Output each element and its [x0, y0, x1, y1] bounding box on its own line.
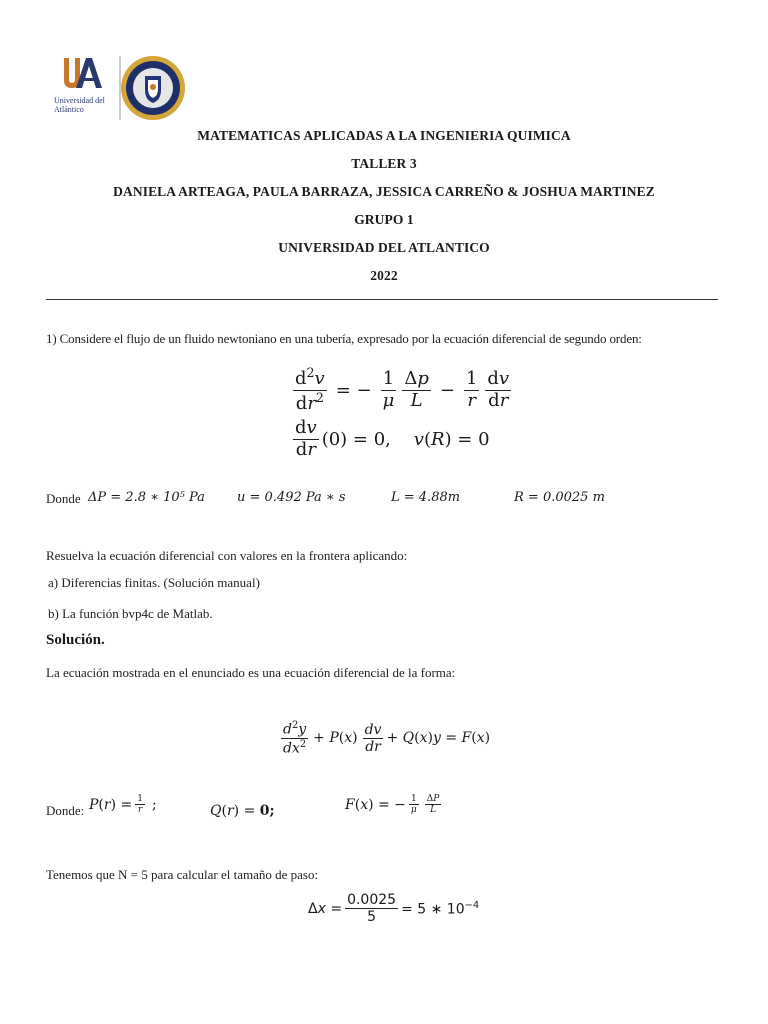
- viscosity-value: u = 0.492 Pa ∗ s: [237, 490, 346, 505]
- problem-statement: 1) Considere el flujo de un fluido newtoniano en una tubería, expresado por la ecuación diferencial de segundo orden:: [46, 331, 642, 346]
- step-size-equation: Δx = $\frac{0.0025}{5}$ = 5 ∗ $10^{-4}$: [308, 892, 480, 926]
- solution-heading: Solución.: [46, 632, 105, 648]
- option-a: a) Diferencias finitas. (Solución manual): [48, 575, 260, 590]
- solution-intro: La ecuación mostrada en el enunciado es una ecuación diferencial de la forma:: [46, 665, 456, 680]
- university-name: UNIVERSIDAD DEL ATLANTICO: [278, 240, 490, 255]
- general-form-equation: $\frac{d^2y}{dx^2}$ + P(x) $\frac{dv}{dr}$ + Q(x)y = F(x): [283, 720, 491, 757]
- course-title: MATEMATICAS APLICADAS A LA INGENIERIA QUIMICA: [197, 128, 571, 143]
- p-of-r: P(r) = $\frac{1}{r}$ ;: [89, 794, 157, 816]
- where-label: Donde: [46, 491, 81, 506]
- radius-value: R = 0.0025 m: [514, 490, 605, 505]
- year: 2022: [370, 268, 398, 283]
- solution-where-label: Donde:: [46, 803, 85, 818]
- logo-university-text: Universidad del Atlántico: [54, 96, 105, 114]
- f-of-x: F(x) = − $\frac{1}{\mu}$ $\frac{\Delta P}{L}$: [345, 794, 440, 816]
- differential-equation: $\frac{d^2v}{dr^2}$ = − $\frac{1}{\mu}$ $\frac{\Delta p}{L}$ − $\frac{1}{r}$ $\frac{dv}{dr}$ $\frac{dv}{dr}$ (0) = 0, v(R) = 0: [295, 365, 510, 461]
- step-size-text: Tenemos que N = 5 para calcular el tamaño de paso:: [46, 867, 319, 882]
- delta-p-value: ΔP = 2.8 ∗ 10⁵ Pa: [88, 490, 205, 505]
- length-value: L = 4.88m: [391, 490, 461, 505]
- authors: DANIELA ARTEAGA, PAULA BARRAZA, JESSICA CARREÑO & JOSHUA MARTINEZ: [113, 184, 655, 199]
- option-b: b) La función bvp4c de Matlab.: [48, 606, 213, 621]
- solve-instruction: Resuelva la ecuación diferencial con valores en la frontera aplicando:: [46, 548, 408, 563]
- group: GRUPO 1: [354, 212, 414, 227]
- q-of-r: Q(r) = 0;: [210, 803, 275, 819]
- workshop-title: TALLER 3: [351, 156, 417, 171]
- divider: [46, 299, 718, 300]
